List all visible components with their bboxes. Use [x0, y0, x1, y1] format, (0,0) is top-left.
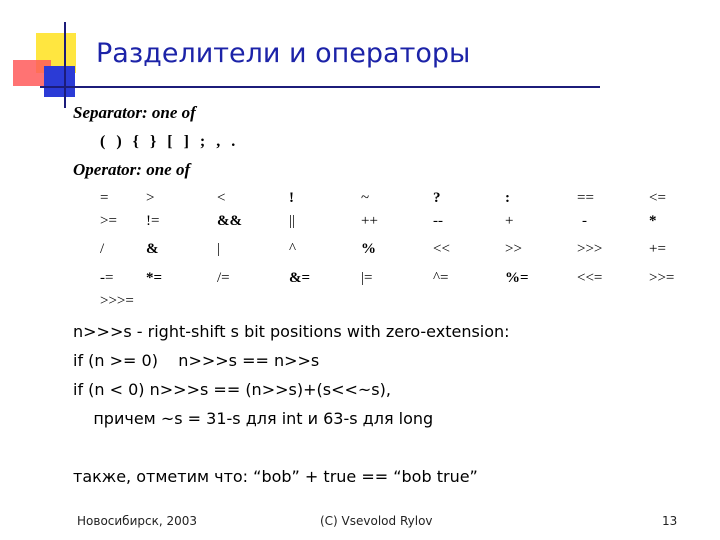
operator-cell: ^=	[433, 270, 449, 286]
operator-cell: |=	[361, 270, 373, 286]
decor-vertical-line	[64, 22, 66, 108]
operator-cell: &&	[217, 213, 242, 229]
operator-cell: >>>=	[100, 293, 134, 309]
operator-cell: ^	[289, 241, 297, 257]
footer-page-number: 13	[662, 514, 678, 528]
slide-title: Разделители и операторы	[96, 38, 471, 69]
operator-cell: %	[361, 241, 376, 257]
operator-cell: ~	[361, 190, 370, 206]
operator-cell: ++	[361, 213, 378, 229]
operator-cell: <=	[649, 190, 666, 206]
text-line-note: причем ~s = 31-s для int и 63-s для long	[73, 409, 434, 428]
operator-cell: !	[289, 190, 294, 206]
text-line-shift-description: n>>>s - right-shift s bit positions with zero-extension:	[73, 322, 510, 341]
operator-cell: &=	[289, 270, 311, 286]
operator-cell: *=	[146, 270, 163, 286]
operator-cell: <<	[433, 241, 450, 257]
operator-cell: /=	[217, 270, 230, 286]
operator-cell: /	[100, 241, 105, 257]
separator-characters: ( ) { } [ ] ; , .	[100, 133, 239, 150]
operator-cell: >=	[100, 213, 117, 229]
text-line-negative-case: if (n < 0) n>>>s == (n>>s)+(s<<~s),	[73, 380, 391, 399]
operator-cell: >>>	[577, 241, 603, 257]
separator-heading: Separator: one of	[73, 103, 196, 122]
operator-cell: <	[217, 190, 226, 206]
operator-cell: >	[146, 190, 155, 206]
operator-cell: %=	[505, 270, 529, 286]
text-line-positive-case: if (n >= 0) n>>>s == n>>s	[73, 351, 320, 370]
operator-cell: --	[433, 213, 443, 229]
operator-cell: >>=	[649, 270, 675, 286]
decor-horizontal-line	[40, 86, 600, 88]
operator-cell: ==	[577, 190, 594, 206]
footer-copyright: (C) Vsevolod Rylov	[320, 514, 433, 528]
operator-cell: |	[217, 241, 221, 257]
operator-cell: !=	[146, 213, 160, 229]
operator-cell: =	[100, 190, 109, 206]
operator-cell: >>	[505, 241, 522, 257]
operator-cell: +=	[649, 241, 666, 257]
operator-heading: Operator: one of	[73, 160, 191, 179]
operator-cell: :	[505, 190, 510, 206]
operator-cell: ?	[433, 190, 441, 206]
operator-cell: ||	[289, 213, 296, 229]
operator-cell: &	[146, 241, 159, 257]
operator-cell: -=	[100, 270, 114, 286]
operator-cell: +	[505, 213, 514, 229]
operator-cell: <<=	[577, 270, 603, 286]
operator-cell: -	[582, 213, 587, 229]
decor-blue-square	[44, 66, 75, 97]
footer-location: Новосибирск, 2003	[77, 514, 198, 528]
operator-cell: *	[649, 213, 657, 229]
text-line-string-concat: также, отметим что: “bob” + true == “bob true”	[73, 467, 478, 486]
